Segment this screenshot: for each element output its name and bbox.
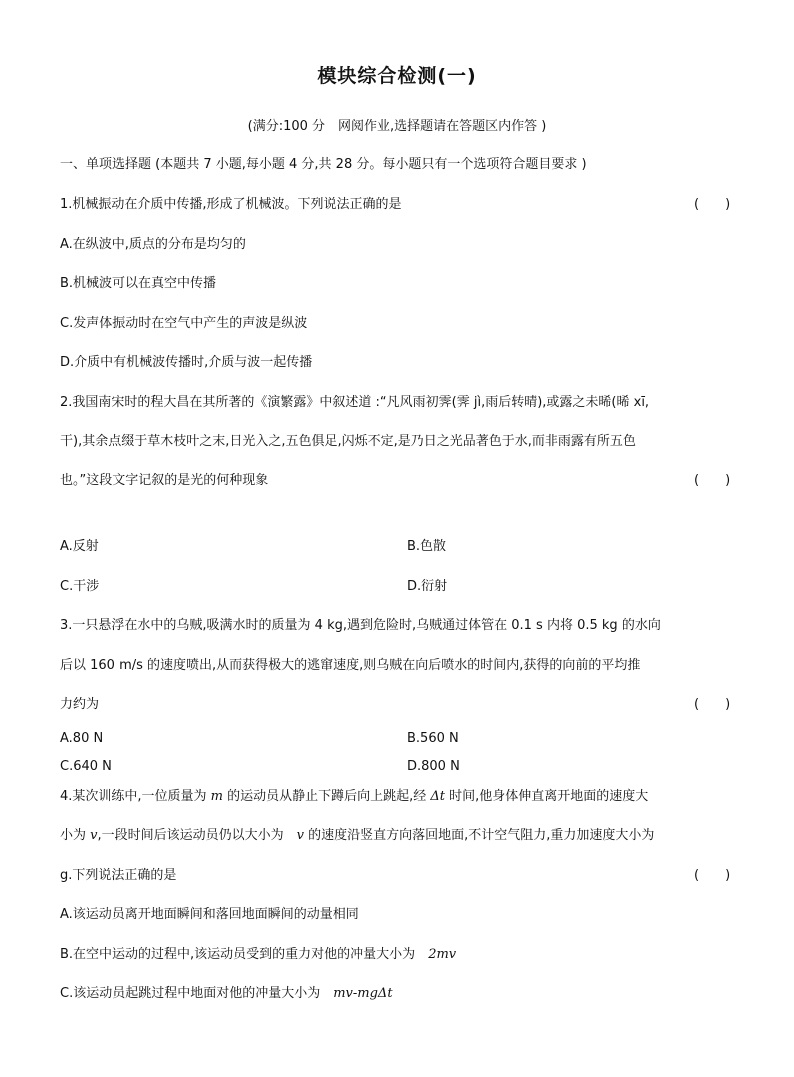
q1-option-b: B.机械波可以在真空中传播	[60, 276, 217, 291]
q2-stem-line-2: 干),其余点缀于草木枝叶之末,日光入之,五色俱足,闪烁不定,是乃日之光品著色于水,而非雨露有所五色	[60, 434, 636, 449]
q4-var-v-2: v	[296, 828, 304, 843]
q4-var-v-1: v	[90, 828, 98, 843]
q3-option-c: C.640 N	[60, 759, 112, 774]
section-header: 一、单项选择题 (本题共 7 小题,每小题 4 分,共 28 分。每小题只有一个选项符合题目要求 )	[60, 157, 587, 172]
q3-stem-line-3: 力约为	[60, 697, 100, 712]
q4-stem-line-1-part-1: 4.某次训练中,一位质量为	[60, 789, 211, 804]
q4-stem-line-2	[60, 827, 654, 845]
q4-stem-line-1	[60, 788, 648, 806]
q3-answer-paren: ( )	[694, 697, 731, 712]
q4-option-c-text: C.该运动员起跳过程中地面对他的冲量大小为	[60, 986, 334, 1001]
q1-stem: 1.机械振动在介质中传播,形成了机械波。下列说法正确的是	[60, 197, 402, 212]
q1-option-c: C.发声体振动时在空气中产生的声波是纵波	[60, 316, 308, 331]
q3-option-d: D.800 N	[407, 759, 460, 774]
q4-option-b-text: B.在空中运动的过程中,该运动员受到的重力对他的冲量大小为	[60, 947, 429, 962]
q4-option-b	[60, 946, 456, 964]
q2-answer-paren: ( )	[694, 473, 731, 488]
q1-answer-paren: ( )	[694, 197, 731, 212]
q3-stem-line-2: 后以 160 m/s 的速度喷出,从而获得极大的逃窜速度,则乌贼在向后喷水的时间内,获得的向前的平均推	[60, 658, 641, 673]
q4-var-m: m	[210, 789, 223, 804]
q4-option-c-expr: mv-mgΔt	[333, 986, 393, 1001]
q3-option-a: A.80 N	[60, 731, 104, 746]
q4-stem-line-2-part-3: 的速度沿竖直方向落回地面,不计空气阻力,重力加速度大小为	[304, 828, 655, 843]
q1-option-a: A.在纵波中,质点的分布是均匀的	[60, 237, 246, 252]
q4-var-dt: Δt	[430, 789, 446, 804]
q4-option-b-expr: 2mv	[428, 947, 457, 962]
q3-stem-line-1: 3.一只悬浮在水中的乌贼,吸满水时的质量为 4 kg,遇到危险时,乌贼通过体管在 0.1 s 内将 0.5 kg 的水向	[60, 618, 661, 633]
q2-option-c: C.干涉	[60, 579, 100, 594]
q4-option-c	[60, 985, 393, 1003]
page-subtitle: (满分:100 分 网阅作业,选择题请在答题区内作答 )	[247, 119, 547, 134]
q4-stem-line-3-part-1: .下列说法正确的是	[68, 868, 177, 883]
q4-stem-line-2-part-1: 小为	[60, 828, 91, 843]
q2-option-d: D.衍射	[407, 579, 448, 594]
page-title: 模块综合检测(一)	[317, 65, 477, 87]
q4-answer-paren: ( )	[694, 868, 731, 883]
q1-option-d: D.介质中有机械波传播时,介质与波一起传播	[60, 355, 313, 370]
q4-stem-line-1-part-2: 的运动员从静止下蹲后向上跳起,经	[223, 789, 431, 804]
q4-stem-line-1-part-3: 时间,他身体伸直离开地面的速度大	[445, 789, 649, 804]
q3-option-b: B.560 N	[407, 731, 459, 746]
q2-stem-line-1: 2.我国南宋时的程大昌在其所著的《演繁露》中叙述道 :“凡风雨初霁(霁 jì,雨后转晴),或露之未晞(晞 xī,	[60, 395, 650, 410]
q4-stem-line-2-part-2: ,一段时间后该运动员仍以大小为	[97, 828, 297, 843]
q4-stem-line-3	[60, 867, 176, 885]
q2-stem-line-3: 也。”这段文字记叙的是光的何种现象	[60, 473, 269, 488]
q2-option-a: A.反射	[60, 539, 99, 554]
q4-option-a: A.该运动员离开地面瞬间和落回地面瞬间的动量相同	[60, 907, 359, 922]
q2-option-b: B.色散	[407, 539, 447, 554]
q4-var-g: g	[60, 868, 69, 883]
